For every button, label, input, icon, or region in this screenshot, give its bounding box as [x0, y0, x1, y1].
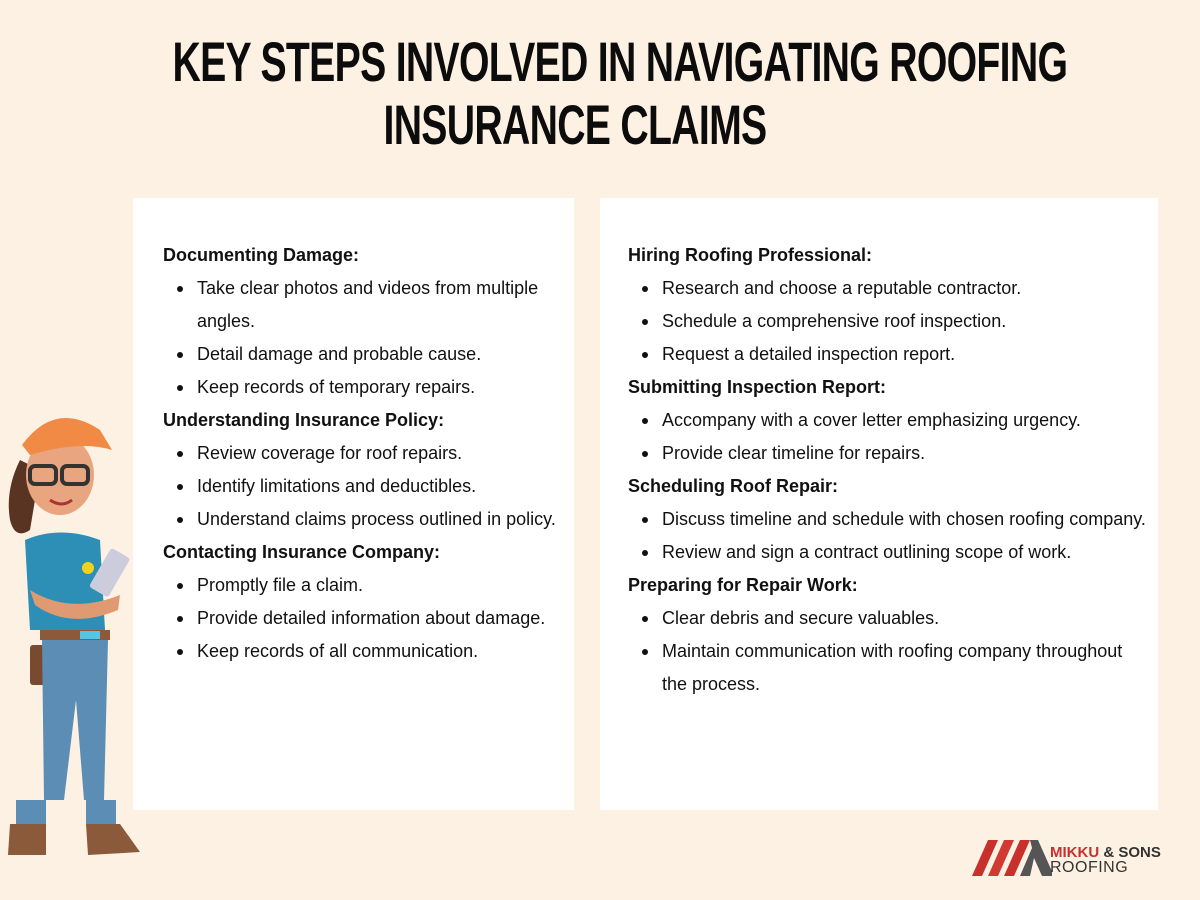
bullet-item: Keep records of temporary repairs.: [197, 371, 574, 404]
bullet-item: Research and choose a reputable contractor.: [662, 272, 1158, 305]
step-section: [163, 536, 574, 668]
section-heading: Understanding Insurance Policy:: [163, 410, 445, 430]
bullet-item: Keep records of all communication.: [197, 635, 574, 668]
bullet-item: Understand claims process outlined in policy.: [197, 503, 574, 536]
bullet-item: Take clear photos and videos from multiple angles.: [197, 272, 574, 338]
step-section: [163, 239, 574, 404]
bullet-item: Maintain communication with roofing company throughout the process.: [662, 635, 1158, 701]
bullet-item: Review and sign a contract outlining scope of work.: [662, 536, 1158, 569]
page-title: [0, 30, 1150, 156]
bullet-item: Clear debris and secure valuables.: [662, 602, 1158, 635]
left-steps-card: [133, 198, 574, 810]
bullet-item: Review coverage for roof repairs.: [197, 437, 574, 470]
bullet-list: [163, 437, 574, 536]
section-heading: Submitting Inspection Report:: [628, 377, 886, 397]
bullet-list: [628, 602, 1158, 701]
step-section: [628, 470, 1158, 569]
section-heading: Contacting Insurance Company:: [163, 542, 441, 562]
step-section: [628, 239, 1158, 371]
bullet-item: Provide clear timeline for repairs.: [662, 437, 1158, 470]
section-heading: Preparing for Repair Work:: [628, 575, 858, 595]
logo-brand: MIKKU & SONS: [1050, 844, 1161, 861]
bullet-item: Accompany with a cover letter emphasizing urgency.: [662, 404, 1158, 437]
bullet-list: [628, 272, 1158, 371]
bullet-item: Provide detailed information about damage.: [197, 602, 574, 635]
bullet-item: Request a detailed inspection report.: [662, 338, 1158, 371]
title-line-1: KEY STEPS INVOLVED IN NAVIGATING ROOFING: [172, 30, 1068, 93]
bullet-list: [163, 569, 574, 668]
section-heading: Documenting Damage:: [163, 245, 360, 265]
roof-logo-icon: [972, 838, 1052, 878]
section-heading: Hiring Roofing Professional:: [628, 245, 873, 265]
right-steps-card: [600, 198, 1158, 810]
bullet-item: Identify limitations and deductibles.: [197, 470, 574, 503]
logo-sub: ROOFING: [1050, 859, 1129, 876]
bullet-list: [163, 272, 574, 404]
step-section: [163, 404, 574, 536]
step-section: [628, 569, 1158, 701]
bullet-list: [628, 404, 1158, 470]
step-section: [628, 371, 1158, 470]
mikku-sons-roofing-logo: [972, 838, 1172, 878]
title-line-2: INSURANCE CLAIMS: [383, 93, 767, 156]
bullet-item: Discuss timeline and schedule with chosen roofing company.: [662, 503, 1158, 536]
section-heading: Scheduling Roof Repair:: [628, 476, 839, 496]
bullet-item: Schedule a comprehensive roof inspection.: [662, 305, 1158, 338]
bullet-item: Detail damage and probable cause.: [197, 338, 574, 371]
roofer-worker-illustration: [0, 400, 170, 860]
bullet-item: Promptly file a claim.: [197, 569, 574, 602]
bullet-list: [628, 503, 1158, 569]
